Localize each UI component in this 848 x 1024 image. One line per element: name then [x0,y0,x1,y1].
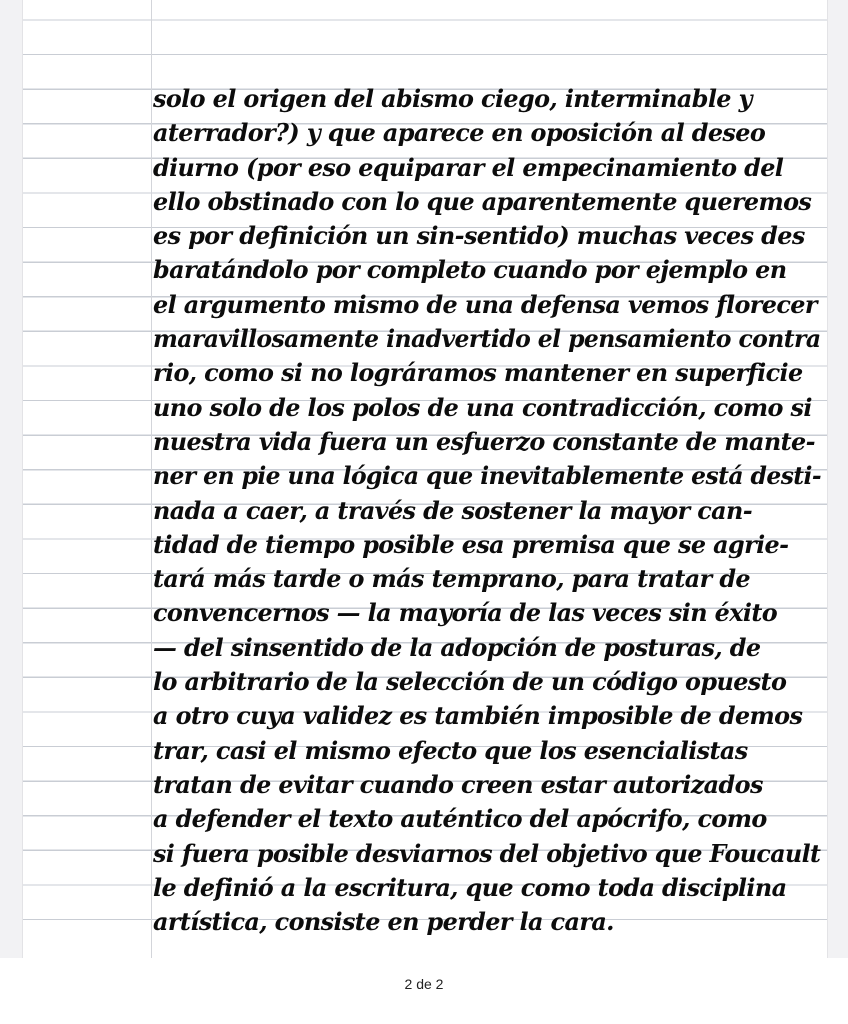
handwritten-line: si fuera posible desviarnos del objetivo que Foucault [153,838,821,868]
handwritten-line: es por definición un sin-sentido) muchas veces des [153,221,805,251]
handwritten-line: trar, casi el mismo efecto que los esencialistas [153,735,748,765]
handwritten-line: uno solo de los polos de una contradicción, como si [153,392,812,422]
handwritten-line: el argumento mismo de una defensa vemos florecer [153,289,817,319]
handwritten-line: — del sinsentido de la adopción de posturas, de [153,632,761,662]
handwritten-line: baratándolo por completo cuando por ejemplo en [153,255,787,285]
handwritten-line: solo el origen del abismo ciego, interminable y [153,84,752,113]
handwritten-line: aterrador?) y que aparece en oposición al deseo [153,118,766,148]
page-indicator: 2 de 2 [404,976,444,992]
handwritten-line: a otro cuya validez es también imposible de demos [153,701,803,731]
handwritten-line: lo arbitrario de la selección de un código opuesto [153,667,787,697]
handwritten-line: a defender el texto auténtico del apócrifo, como [153,804,767,834]
handwritten-line: nada a caer, a través de sostener la mayor can- [153,495,753,525]
margin-line [151,0,152,958]
handwritten-line: tará más tarde o más temprano, para tratar de [153,564,751,594]
handwritten-line: rio, como si no lográramos mantener en superficie [153,358,803,388]
handwritten-text [153,82,825,939]
handwritten-line: maravillosamente inadvertido el pensamiento contra [153,324,821,354]
handwritten-line: tratan de evitar cuando creen estar autorizados [153,769,763,799]
handwritten-line: le definió a la escritura, que como toda disciplina [153,872,787,902]
notebook-page [22,0,828,958]
handwritten-line: artística, consiste en perder la cara. [153,907,614,937]
handwritten-line: nuestra vida fuera un esfuerzo constante de mante- [153,426,815,456]
handwritten-line: ello obstinado con lo que aparentemente queremos [153,186,812,216]
handwritten-line: diurno (por eso equiparar el empecinamiento del [153,152,784,182]
page-footer [0,958,848,1024]
handwritten-line: ner en pie una lógica que inevitablemente está desti- [153,461,822,491]
handwritten-line: tidad de tiempo posible esa premisa que se agrie- [153,529,789,559]
handwritten-line: convencernos — la mayoría de las veces sin éxito [153,598,778,628]
